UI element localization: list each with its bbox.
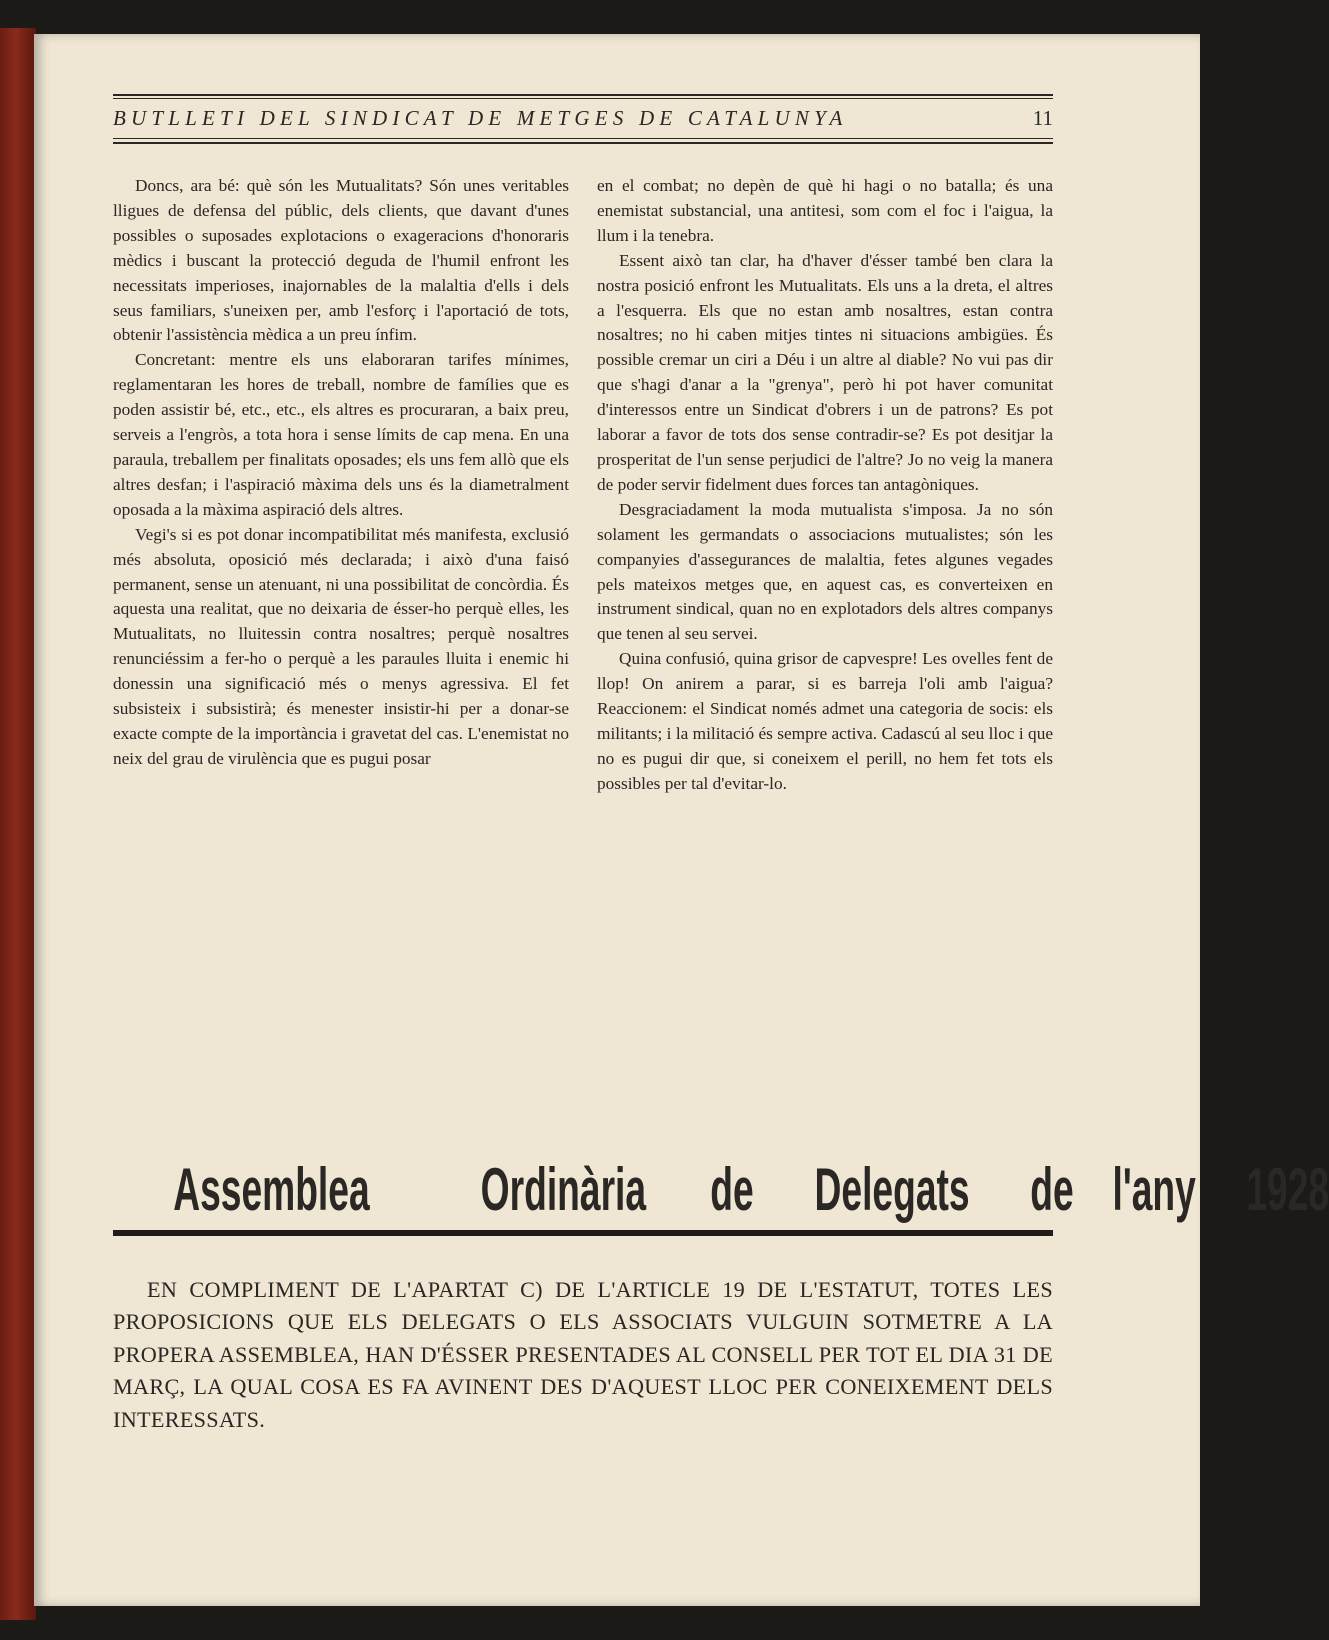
- left-column: [113, 174, 569, 772]
- page-number: 11: [1032, 106, 1053, 130]
- paragraph: en el combat; no depèn de què hi hagi o no batalla; és una enemistat substancial, una antitesi, som com el foc i l'aigua, la llum i la tenebra.: [597, 176, 1053, 245]
- paragraph: Vegi's si es pot donar incompatibilitat més manifesta, exclusió més absoluta, oposició més declarada; i això d'una faisó permanent, sense un atenuant, ni una possibilitat de concòrdia. És aquesta una realitat, que no deixaria de ésser-ho perquè elles, les Mutualitats, no lluitessin contra nosaltres; perquè nosaltres renunciéssim a fer-ho o perquè a les paraules lluita i enemic hi donessin una significació més o menys agressiva. El fet subsisteix i subsistirà; és menester insistir-hi per a donar-se exacte compte de la importància i gravetat del cas. L'enemistat no neix del grau de virulència que es pugui posar: [113, 524, 569, 768]
- running-title: BUTLLETI DEL SINDICAT DE METGES DE CATALUNYA: [113, 106, 848, 130]
- title-word: Ordinària: [480, 1156, 646, 1223]
- assembly-notice: [113, 1274, 1053, 1436]
- header-rule-bottom: [113, 142, 1053, 144]
- title-word: l'any: [1112, 1156, 1196, 1223]
- document-page: [34, 34, 1329, 1606]
- paragraph: Desgraciadament la moda mutualista s'imposa. Ja no són solament les germandats o associacions mutualistes; són les companyies d'assegurances de malaltia, fetes algunes vegades pels mateixos metges que, en aquest cas, es converteixen en instrument sindical, quan no en explotadors dels altres companys que tenen al seu servei.: [597, 499, 1053, 644]
- title-word: de: [709, 1156, 754, 1223]
- header-rule-top: [113, 94, 1053, 96]
- running-header: [113, 106, 1053, 136]
- paragraph: Essent això tan clar, ha d'haver d'ésser també ben clara la nostra posició enfront les Mutualitats. Els uns a la dreta, el altres a l'esquerra. Els que no estan amb nosaltres, estan contra nosaltres; no hi caben mitjes tintes ni situacions ambigües. És possible cremar un ciri a Déu i un altre al diable? No vui pas dir que s'hagi d'anar a la "grenya", però hi pot haver comunitat d'interessos entre un Sindicat d'obrers i un de patrons? Es pot laborar a favor de tots dos sense contradir-se? Es pot desitjar la prosperitat de l'un sense perjudici de l'altre? Jo no veig la manera de poder servir fidelment dues forces tan antagòniques.: [597, 250, 1053, 494]
- title-word: Delegats: [814, 1156, 970, 1223]
- section-title: [113, 1154, 1329, 1226]
- book-binding-edge: [0, 28, 36, 1620]
- right-column: [597, 174, 1053, 797]
- paragraph: Doncs, ara bé: què són les Mutualitats? Són unes veritables lligues de defensa del públic, dels clients, que davant d'unes possibles o suposades explotacions o exageracions d'honoraris mèdics i buscant la protecció deguda de l'humil enfront les necessitats imperioses, inajornables de la malaltia d'ells i dels seus familiars, s'uneixen per, amb l'esforç i l'aportació de tots, obtenir l'assistència mèdica a un preu ínfim.: [113, 176, 569, 345]
- notice-text: EN COMPLIMENT DE L'APARTAT C) DE L'ARTICLE 19 DE L'ESTATUT, TOTES LES PROPOSICIONS QUE ELS DELEGATS O ELS ASSOCIATS VULGUIN SOTMETRE A LA PROPERA ASSEMBLEA, HAN D'ÉSSER PRESENTADES AL CONSELL PER TOT EL DIA 31 DE MARÇ, LA QUAL COSA ES FA AVINENT DES D'AQUEST LLOC PER CONEIXEMENT DELS INTERESSATS.: [113, 1277, 1053, 1432]
- title-word: Assemblea: [173, 1156, 370, 1223]
- title-word: de: [1030, 1156, 1074, 1223]
- header-rule-bottom-thin: [113, 138, 1053, 139]
- title-rule-thick: [113, 1230, 1053, 1236]
- title-word: 1928: [1246, 1156, 1329, 1223]
- paragraph: Concretant: mentre els uns elaboraran tarifes mínimes, reglamentaran les hores de treball, nombre de famílies que es poden assistir bé, etc., etc., els altres es procuraran, a baix preu, serveis a l'engròs, a tota hora i sense límits de cap mena. En una paraula, treballem per finalitats oposades; els uns fem allò que els altres desfan; i l'aspiració màxima dels uns és la diametralment oposada a la màxima aspiració dels altres.: [113, 350, 569, 519]
- header-rule-top-thin: [113, 98, 1053, 99]
- paragraph: Quina confusió, quina grisor de capvespre! Les ovelles fent de llop! On anirem a parar, si es barreja l'oli amb l'aigua? Reaccionem: el Sindicat només admet una categoria de socis: els militants; i la militació és sempre activa. Cadascú al seu lloc i que no es pugui dir que, si coneixem el perill, no hem fet tots els possibles per tal d'evitar-lo.: [597, 649, 1053, 793]
